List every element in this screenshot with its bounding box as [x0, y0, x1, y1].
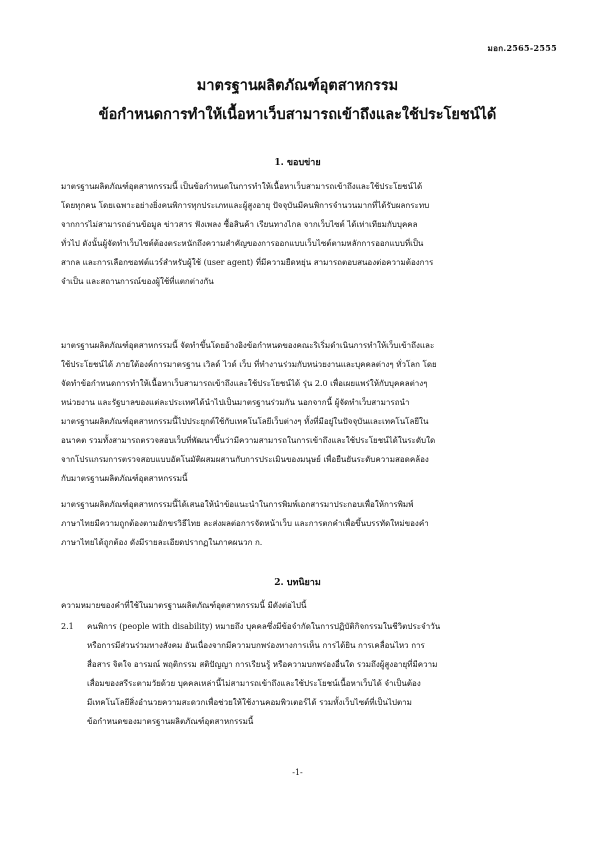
- page-number: -1-: [292, 768, 303, 777]
- section-heading-definitions: 2. บทนิยาม: [274, 578, 321, 588]
- text-line: มาตรฐานผลิตภัณฑ์อุตสาหกรรมนี้ จัดทำขึ้นโดยอ้างอิงข้อกำหนดของคณะริเริ่มดำเนินการทำให้เว็บเข้าถึงและ: [61, 341, 435, 350]
- text-line: โดยทุกคน โดยเฉพาะอย่างยิ่งคนพิการทุกประเภทและผู้สูงอายุ ปัจจุบันมีคนพิการจำนวนมากที่ได้รับผลกระทบ: [61, 201, 430, 210]
- text-line: มาตรฐานผลิตภัณฑ์อุตสาหกรรมนี้ไปประยุกต์ใช้กับเทคโนโลยีเว็บต่างๆ ทั้งที่มีอยู่ในปัจจุบันและเทคโนโลยีใน: [61, 417, 429, 426]
- text-line: มีเทคโนโลยีสิ่งอำนวยความสะดวกเพื่อช่วยให้ใช้งานคอมพิวเตอร์ได้ รวมทั้งเว็บไซต์ที่เป็นไปตาม: [87, 698, 412, 707]
- text-line: มาตรฐานผลิตภัณฑ์อุตสาหกรรมนี้ เป็นข้อกำหนดในการทำให้เนื้อหาเว็บสามารถเข้าถึงและใช้ประโยชน์ได้: [61, 182, 423, 191]
- section-heading-scope: 1. ขอบข่าย: [274, 158, 321, 168]
- text-line: สากล และการเลือกซอฟต์แวร์สำหรับผู้ใช้ (user agent) ที่มีความยืดหยุ่น สามารถตอบสนองต่อความต้องการ: [61, 258, 434, 267]
- text-line: คนพิการ (people with disability) หมายถึง บุคคลซึ่งมีข้อจำกัดในการปฏิบัติกิจกรรมในชีวิตประจำวัน: [87, 622, 441, 631]
- paragraph-scope-2: [61, 336, 550, 488]
- text-line: สื่อสาร จิตใจ อารมณ์ พฤติกรรม สติปัญญา การเรียนรู้ หรือความบกพร่องอื่นใด รวมถึงผู้สูงอายุที่มีความ: [87, 660, 438, 669]
- text-line: จากโปรแกรมการตรวจสอบแบบอัตโนมัติผสมผสานกับการประเมินของมนุษย์ เพื่อยืนยันระดับความสอดคล้อง: [61, 455, 429, 464]
- text-line: ข้อกำหนดของมาตรฐานผลิตภัณฑ์อุตสาหกรรมนี้: [87, 717, 254, 726]
- text-line: ทั่วไป ดังนั้นผู้จัดทำเว็บไซต์ต้องตระหนักถึงความสำคัญของการออกแบบเว็บไซต์ตามหลักการออกแบบที่เป็น: [61, 239, 424, 248]
- text-line: อนาคต รวมทั้งสามารถตรวจสอบเว็บที่พัฒนาขึ้นว่ามีความสามารถในการเข้าถึงและใช้ประโยชน์ได้ในระดับใด: [61, 436, 436, 445]
- text-line: จากการไม่สามารถอ่านข้อมูล ข่าวสาร ฟังเพลง ซื้อสินค้า เรียนทางไกล จากเว็บไซต์ ได้เท่าเทียมกับบุคคล: [61, 220, 418, 229]
- text-line: จัดทำข้อกำหนดการทำให้เนื้อหาเว็บสามารถเข้าถึงและใช้ประโยชน์ได้ รุ่น 2.0 เพื่อเผยแพร่ให้กับบุคคลต่างๆ: [61, 379, 428, 388]
- text-line: หรือการมีส่วนร่วมทางสังคม อันเนื่องจากมีความบกพร่องทางการเห็น การได้ยิน การเคลื่อนไหว การ: [87, 641, 425, 650]
- paragraph-scope-1: [61, 177, 550, 291]
- text-line: มาตรฐานผลิตภัณฑ์อุตสาหกรรมนี้ได้เสนอให้นำข้อแนะนำในการพิมพ์เอกสารมาประกอบเพื่อให้การพิมพ์: [61, 500, 414, 509]
- text-line: จำเป็น และสถานการณ์ของผู้ใช้ที่แตกต่างกัน: [61, 277, 214, 286]
- definition-text: [87, 617, 550, 731]
- text-line: ภาษาไทยมีความถูกต้องตามอักขรวิธีไทย ละส่งผลต่อการจัดหน้าเว็บ และการตกคำเพื่อขึ้นบรรทัดใหม่ของคำ: [61, 519, 429, 528]
- definitions-intro: [61, 596, 550, 615]
- standard-code: มอก.2565-2555: [487, 43, 557, 53]
- text-line: ใช้ประโยชน์ได้ ภายใต้องค์การมาตรฐาน เวิลด์ ไวด์ เว็บ ที่ทำงานร่วมกับหน่วยงานและบุคคลต่างๆ ทั่วโลก โดย: [61, 360, 437, 369]
- paragraph-scope-3: [61, 495, 550, 552]
- text-line: ภาษาไทยได้ถูกต้อง ดังมีรายละเอียดปรากฏในภาคผนวก ก.: [61, 538, 263, 547]
- document-title: มาตรฐานผลิตภัณฑ์อุตสาหกรรม: [196, 77, 399, 94]
- definition-number: 2.1: [61, 622, 74, 631]
- text-line: กับมาตรฐานผลิตภัณฑ์อุตสาหกรรมนี้: [61, 474, 188, 483]
- document-subtitle: ข้อกำหนดการทำให้เนื้อหาเว็บสามารถเข้าถึงและใช้ประโยชน์ได้: [98, 106, 497, 123]
- text-line: เสื่อมของสรีระตามวัยด้วย บุคคลเหล่านี้ไม่สามารถเข้าถึงและใช้ประโยชน์เนื้อหาเว็บได้ จำเป็นต้อง: [87, 679, 421, 688]
- text-line: ความหมายของคำที่ใช้ในมาตรฐานผลิตภัณฑ์อุตสาหกรรมนี้ มีดังต่อไปนี้: [61, 601, 307, 610]
- text-line: หน่วยงาน และรัฐบาลของแต่ละประเทศได้นำไปเป็นมาตรฐานร่วมกัน นอกจากนี้ ผู้จัดทำเว็บสามารถนำ: [61, 398, 410, 407]
